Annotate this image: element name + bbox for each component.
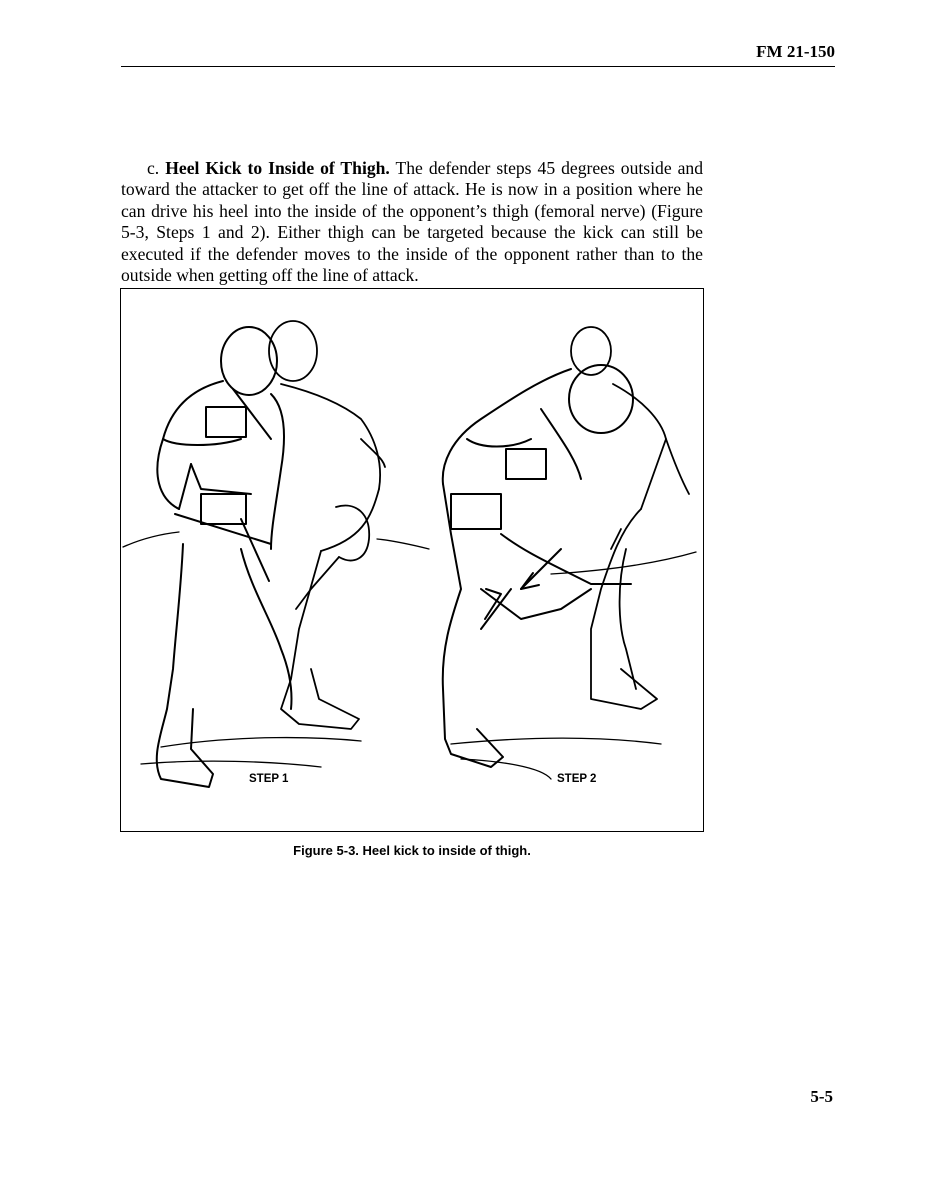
header-rule [121,66,835,67]
paragraph-text: The defender steps 45 degrees outside and toward the attacker to get off the line of attack. He is now in a position where he can drive his heel into the inside of the opponent’s thigh (femoral nerve) (Figure 5-3, Steps 1 and 2). Either thigh can be targeted because the kick can still be executed if the defender moves to the inside of the opponent rather than to the outside when getting off the line of attack. [121,157,704,286]
figure-frame [120,288,704,832]
figure-caption: Figure 5-3. Heel kick to inside of thigh. [293,843,531,858]
body-paragraph [121,158,703,287]
header-doc-id: FM 21-150 [756,42,835,61]
step1-defender [157,327,292,787]
step2-defender [443,365,633,767]
paragraph-prefix: c. [147,157,166,178]
page-number: 5-5 [810,1087,833,1106]
paragraph-lead: Heel Kick to Inside of Thigh. [165,157,390,178]
step1-label: STEP 1 [249,773,289,785]
ground-lines [123,532,696,779]
kick-arrow [521,549,561,589]
step2-label: STEP 2 [557,773,597,785]
figure-illustration [121,289,704,832]
